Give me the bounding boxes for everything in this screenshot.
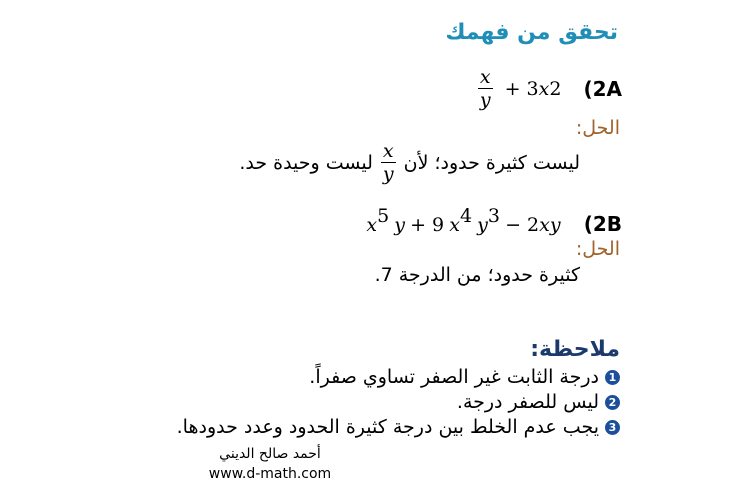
term-variable: x bbox=[538, 77, 550, 100]
exercise-label-2a: (2A bbox=[583, 76, 622, 101]
solution-2a-part2: ليست وحيدة حد. bbox=[239, 151, 373, 174]
note-title: ملاحظة: bbox=[530, 337, 620, 362]
fraction-x-over-y: $\frac{x}{y}$ bbox=[479, 66, 491, 111]
number-1-icon: 1 bbox=[605, 370, 620, 385]
solution-2a-part1: ليست كثيرة حدود؛ لأن bbox=[403, 151, 580, 174]
plus-coefficient: + 3 bbox=[504, 77, 539, 100]
exercise-2b: $x^5$ y + 9 $x^4$ $y^3 - 2xy$ (2B bbox=[366, 205, 622, 236]
solution-2a bbox=[239, 140, 580, 185]
number-3-icon: 3 bbox=[605, 420, 620, 435]
credit-site: www.d-math.com bbox=[208, 466, 332, 482]
number-2-icon: 2 bbox=[605, 395, 620, 410]
note-item-2: 2ليس للصفر درجة. bbox=[457, 391, 620, 413]
exercise-2a: $\frac{x}{y}$ + 3 x 2 (2A bbox=[479, 66, 622, 111]
fraction-x-over-y-inline: $\frac{x}{y}$ bbox=[382, 140, 394, 185]
note-item-3: 3يجب عدم الخلط بين درجة كثيرة الحدود وعدد حدودها. bbox=[177, 416, 620, 438]
note-item-1: 1درجة الثابت غير الصفر تساوي صفراً. bbox=[309, 366, 620, 388]
solution-2b: كثيرة حدود؛ من الدرجة 7. bbox=[374, 264, 580, 286]
solution-label-2: الحل: bbox=[575, 238, 620, 260]
credit-author: أحمد صالح الديني bbox=[219, 446, 321, 462]
exercise-label-2b: (2B bbox=[583, 212, 622, 236]
section-title: تحقق من فهمك bbox=[445, 20, 618, 45]
solution-label: الحل: bbox=[575, 117, 620, 139]
